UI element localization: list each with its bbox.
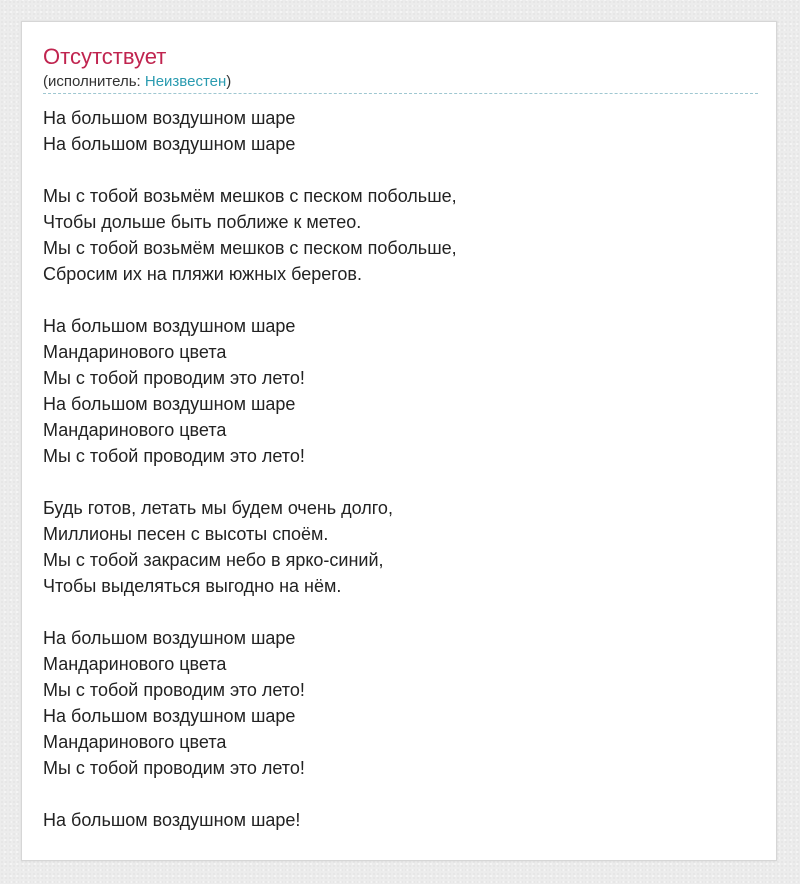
lyric-line: На большом воздушном шаре <box>43 394 296 414</box>
divider <box>43 93 758 94</box>
lyric-blank-line <box>43 157 758 183</box>
lyric-blank-line <box>43 599 758 625</box>
lyric-blank-line <box>43 469 758 495</box>
lyric-line: Мы с тобой возьмём мешков с песком побольше, <box>43 238 457 258</box>
lyric-line: На большом воздушном шаре <box>43 108 296 128</box>
lyric-line: Мы с тобой возьмём мешков с песком побольше, <box>43 186 457 206</box>
lyric-blank-line <box>43 781 758 807</box>
lyric-line: На большом воздушном шаре! <box>43 810 301 830</box>
artist-suffix: ) <box>226 73 232 90</box>
artist-link[interactable]: Неизвестен <box>144 73 227 90</box>
song-title: Отсутствует <box>43 44 167 69</box>
lyric-line: Мы с тобой проводим это лето! <box>43 758 305 778</box>
lyric-blank-line <box>43 287 758 313</box>
lyric-line: Будь готов, летать мы будем очень долго, <box>43 498 393 518</box>
lyric-line: На большом воздушном шаре <box>43 316 296 336</box>
lyric-line: Мандаринового цвета <box>43 654 227 674</box>
lyric-line: Сбросим их на пляжи южных берегов. <box>43 264 362 284</box>
lyrics-card <box>21 21 777 861</box>
lyric-line: Мандаринового цвета <box>43 732 227 752</box>
lyric-line: На большом воздушном шаре <box>43 134 296 154</box>
lyric-line: Мандаринового цвета <box>43 342 227 362</box>
lyric-line: Мы с тобой проводим это лето! <box>43 680 305 700</box>
lyric-line: Мандаринового цвета <box>43 420 227 440</box>
lyric-line: Чтобы дольше быть поближе к метео. <box>43 212 362 232</box>
lyric-line: Миллионы песен с высоты споём. <box>43 524 329 544</box>
lyric-line: Чтобы выделяться выгодно на нём. <box>43 576 342 596</box>
lyric-line: Мы с тобой закрасим небо в ярко-синий, <box>43 550 384 570</box>
artist-prefix: (исполнитель: <box>43 73 145 90</box>
artist-line <box>43 72 231 92</box>
lyric-line: На большом воздушном шаре <box>43 628 296 648</box>
lyrics-text <box>43 105 758 833</box>
lyric-line: Мы с тобой проводим это лето! <box>43 368 305 388</box>
lyric-line: На большом воздушном шаре <box>43 706 296 726</box>
lyric-line: Мы с тобой проводим это лето! <box>43 446 305 466</box>
